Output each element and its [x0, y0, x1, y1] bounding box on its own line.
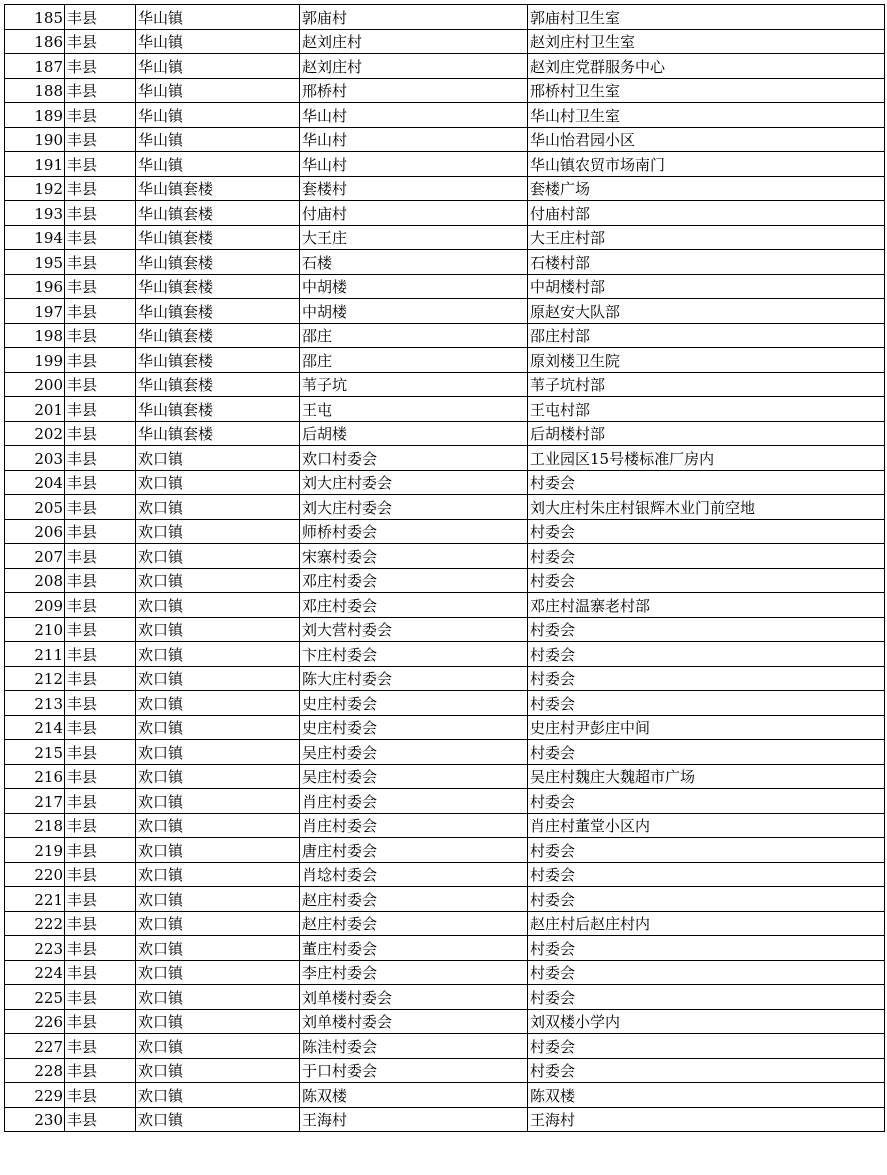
table-row [5, 936, 885, 961]
town-cell: 欢口镇 [136, 1009, 300, 1034]
town-cell: 华山镇套楼 [136, 201, 300, 226]
table-row [5, 274, 885, 299]
row-number-cell: 188 [5, 78, 65, 103]
site-cell: 村委会 [528, 838, 885, 863]
village-cell: 李庄村委会 [300, 960, 528, 985]
county-cell: 丰县 [65, 715, 136, 740]
town-cell: 欢口镇 [136, 446, 300, 471]
row-number-cell: 229 [5, 1083, 65, 1108]
table-row [5, 225, 885, 250]
table-row [5, 960, 885, 985]
table-row [5, 1107, 885, 1132]
row-number-cell: 202 [5, 421, 65, 446]
county-cell: 丰县 [65, 691, 136, 716]
county-cell: 丰县 [65, 29, 136, 54]
table-row [5, 372, 885, 397]
table-row [5, 593, 885, 618]
village-cell: 赵庄村委会 [300, 887, 528, 912]
village-cell: 大王庄 [300, 225, 528, 250]
site-cell: 邢桥村卫生室 [528, 78, 885, 103]
town-cell: 华山镇套楼 [136, 421, 300, 446]
table-row [5, 495, 885, 520]
village-cell: 中胡楼 [300, 299, 528, 324]
row-number-cell: 225 [5, 985, 65, 1010]
county-cell: 丰县 [65, 911, 136, 936]
table-row [5, 1009, 885, 1034]
row-number-cell: 199 [5, 348, 65, 373]
town-cell: 华山镇 [136, 54, 300, 79]
town-cell: 欢口镇 [136, 789, 300, 814]
table-row [5, 421, 885, 446]
village-cell: 后胡楼 [300, 421, 528, 446]
county-cell: 丰县 [65, 593, 136, 618]
village-cell: 华山村 [300, 152, 528, 177]
site-cell: 村委会 [528, 936, 885, 961]
village-cell: 中胡楼 [300, 274, 528, 299]
town-cell: 华山镇套楼 [136, 250, 300, 275]
county-cell: 丰县 [65, 1058, 136, 1083]
town-cell: 欢口镇 [136, 960, 300, 985]
town-cell: 欢口镇 [136, 1058, 300, 1083]
village-cell: 陈大庄村委会 [300, 666, 528, 691]
village-cell: 刘大营村委会 [300, 617, 528, 642]
site-cell: 刘大庄村朱庄村银辉木业门前空地 [528, 495, 885, 520]
town-cell: 欢口镇 [136, 544, 300, 569]
site-cell: 原赵安大队部 [528, 299, 885, 324]
town-cell: 欢口镇 [136, 495, 300, 520]
table-row [5, 5, 885, 30]
table-row [5, 642, 885, 667]
row-number-cell: 204 [5, 470, 65, 495]
town-cell: 欢口镇 [136, 838, 300, 863]
table-row [5, 1034, 885, 1059]
table-row [5, 617, 885, 642]
county-cell: 丰县 [65, 544, 136, 569]
table-row [5, 985, 885, 1010]
village-cell: 吴庄村委会 [300, 764, 528, 789]
table-row [5, 813, 885, 838]
site-cell: 赵刘庄党群服务中心 [528, 54, 885, 79]
county-cell: 丰县 [65, 446, 136, 471]
table-row [5, 299, 885, 324]
county-cell: 丰县 [65, 1107, 136, 1132]
site-cell: 村委会 [528, 519, 885, 544]
site-cell: 村委会 [528, 789, 885, 814]
county-cell: 丰县 [65, 421, 136, 446]
village-cell: 欢口村委会 [300, 446, 528, 471]
site-cell: 村委会 [528, 1034, 885, 1059]
table-row [5, 1058, 885, 1083]
village-cell: 肖埝村委会 [300, 862, 528, 887]
village-cell: 赵刘庄村 [300, 29, 528, 54]
county-cell: 丰县 [65, 348, 136, 373]
site-cell: 村委会 [528, 740, 885, 765]
town-cell: 华山镇套楼 [136, 348, 300, 373]
site-cell: 华山村卫生室 [528, 103, 885, 128]
site-cell: 石楼村部 [528, 250, 885, 275]
village-cell: 华山村 [300, 127, 528, 152]
site-cell: 后胡楼村部 [528, 421, 885, 446]
table-row [5, 348, 885, 373]
site-cell: 村委会 [528, 960, 885, 985]
table-row [5, 789, 885, 814]
row-number-cell: 210 [5, 617, 65, 642]
village-cell: 王海村 [300, 1107, 528, 1132]
site-cell: 吴庄村魏庄大魏超市广场 [528, 764, 885, 789]
row-number-cell: 200 [5, 372, 65, 397]
county-cell: 丰县 [65, 250, 136, 275]
county-cell: 丰县 [65, 225, 136, 250]
county-cell: 丰县 [65, 152, 136, 177]
town-cell: 欢口镇 [136, 862, 300, 887]
row-number-cell: 185 [5, 5, 65, 30]
town-cell: 欢口镇 [136, 887, 300, 912]
village-cell: 邵庄 [300, 348, 528, 373]
row-number-cell: 198 [5, 323, 65, 348]
site-cell: 华山镇农贸市场南门 [528, 152, 885, 177]
town-cell: 华山镇 [136, 5, 300, 30]
row-number-cell: 208 [5, 568, 65, 593]
table-row [5, 397, 885, 422]
town-cell: 欢口镇 [136, 715, 300, 740]
town-cell: 欢口镇 [136, 1034, 300, 1059]
row-number-cell: 194 [5, 225, 65, 250]
site-cell: 工业园区15号楼标准厂房内 [528, 446, 885, 471]
town-cell: 欢口镇 [136, 519, 300, 544]
village-cell: 唐庄村委会 [300, 838, 528, 863]
row-number-cell: 223 [5, 936, 65, 961]
row-number-cell: 212 [5, 666, 65, 691]
row-number-cell: 203 [5, 446, 65, 471]
county-cell: 丰县 [65, 397, 136, 422]
village-cell: 刘大庄村委会 [300, 495, 528, 520]
site-cell: 中胡楼村部 [528, 274, 885, 299]
table-row [5, 887, 885, 912]
site-cell: 赵庄村后赵庄村内 [528, 911, 885, 936]
village-cell: 赵刘庄村 [300, 54, 528, 79]
town-cell: 欢口镇 [136, 911, 300, 936]
village-cell: 邓庄村委会 [300, 593, 528, 618]
town-cell: 欢口镇 [136, 1083, 300, 1108]
county-cell: 丰县 [65, 519, 136, 544]
village-cell: 吴庄村委会 [300, 740, 528, 765]
county-cell: 丰县 [65, 1034, 136, 1059]
village-cell: 王屯 [300, 397, 528, 422]
row-number-cell: 186 [5, 29, 65, 54]
county-cell: 丰县 [65, 495, 136, 520]
town-cell: 欢口镇 [136, 666, 300, 691]
row-number-cell: 215 [5, 740, 65, 765]
site-cell: 王屯村部 [528, 397, 885, 422]
village-cell: 刘大庄村委会 [300, 470, 528, 495]
town-cell: 华山镇 [136, 29, 300, 54]
row-number-cell: 230 [5, 1107, 65, 1132]
town-cell: 华山镇 [136, 78, 300, 103]
site-cell: 王海村 [528, 1107, 885, 1132]
row-number-cell: 205 [5, 495, 65, 520]
county-cell: 丰县 [65, 78, 136, 103]
county-cell: 丰县 [65, 740, 136, 765]
row-number-cell: 201 [5, 397, 65, 422]
table-row [5, 152, 885, 177]
site-cell: 刘双楼小学内 [528, 1009, 885, 1034]
village-cell: 肖庄村委会 [300, 789, 528, 814]
county-cell: 丰县 [65, 887, 136, 912]
row-number-cell: 189 [5, 103, 65, 128]
town-cell: 欢口镇 [136, 617, 300, 642]
row-number-cell: 191 [5, 152, 65, 177]
row-number-cell: 224 [5, 960, 65, 985]
row-number-cell: 206 [5, 519, 65, 544]
site-cell: 郭庙村卫生室 [528, 5, 885, 30]
row-number-cell: 190 [5, 127, 65, 152]
site-cell: 赵刘庄村卫生室 [528, 29, 885, 54]
town-cell: 华山镇套楼 [136, 372, 300, 397]
site-cell: 邓庄村温寨老村部 [528, 593, 885, 618]
county-cell: 丰县 [65, 127, 136, 152]
village-cell: 刘单楼村委会 [300, 1009, 528, 1034]
table-row [5, 176, 885, 201]
site-cell: 村委会 [528, 691, 885, 716]
town-cell: 欢口镇 [136, 470, 300, 495]
county-cell: 丰县 [65, 5, 136, 30]
table-row [5, 103, 885, 128]
row-number-cell: 216 [5, 764, 65, 789]
site-cell: 陈双楼 [528, 1083, 885, 1108]
county-cell: 丰县 [65, 470, 136, 495]
site-cell: 肖庄村董堂小区内 [528, 813, 885, 838]
town-cell: 欢口镇 [136, 642, 300, 667]
village-cell: 肖庄村委会 [300, 813, 528, 838]
county-cell: 丰县 [65, 813, 136, 838]
site-cell: 村委会 [528, 887, 885, 912]
town-cell: 欢口镇 [136, 813, 300, 838]
town-cell: 华山镇 [136, 127, 300, 152]
village-cell: 石楼 [300, 250, 528, 275]
row-number-cell: 197 [5, 299, 65, 324]
site-list-table [4, 4, 885, 1132]
row-number-cell: 227 [5, 1034, 65, 1059]
village-cell: 宋寨村委会 [300, 544, 528, 569]
town-cell: 欢口镇 [136, 593, 300, 618]
town-cell: 华山镇套楼 [136, 299, 300, 324]
county-cell: 丰县 [65, 838, 136, 863]
site-cell: 付庙村部 [528, 201, 885, 226]
row-number-cell: 207 [5, 544, 65, 569]
row-number-cell: 218 [5, 813, 65, 838]
town-cell: 欢口镇 [136, 691, 300, 716]
table-row [5, 446, 885, 471]
table-row [5, 691, 885, 716]
site-cell: 原刘楼卫生院 [528, 348, 885, 373]
town-cell: 欢口镇 [136, 764, 300, 789]
row-number-cell: 214 [5, 715, 65, 740]
county-cell: 丰县 [65, 666, 136, 691]
table-row [5, 740, 885, 765]
site-cell: 村委会 [528, 544, 885, 569]
table-row [5, 519, 885, 544]
row-number-cell: 211 [5, 642, 65, 667]
table-body [5, 5, 885, 1132]
town-cell: 欢口镇 [136, 1107, 300, 1132]
village-cell: 邵庄 [300, 323, 528, 348]
county-cell: 丰县 [65, 274, 136, 299]
county-cell: 丰县 [65, 789, 136, 814]
table-row [5, 470, 885, 495]
town-cell: 欢口镇 [136, 936, 300, 961]
table-row [5, 764, 885, 789]
table-row [5, 54, 885, 79]
table-row [5, 715, 885, 740]
town-cell: 华山镇 [136, 152, 300, 177]
county-cell: 丰县 [65, 617, 136, 642]
town-cell: 华山镇套楼 [136, 176, 300, 201]
row-number-cell: 209 [5, 593, 65, 618]
village-cell: 邓庄村委会 [300, 568, 528, 593]
county-cell: 丰县 [65, 960, 136, 985]
town-cell: 欢口镇 [136, 740, 300, 765]
county-cell: 丰县 [65, 54, 136, 79]
county-cell: 丰县 [65, 103, 136, 128]
town-cell: 欢口镇 [136, 985, 300, 1010]
village-cell: 郭庙村 [300, 5, 528, 30]
site-cell: 大王庄村部 [528, 225, 885, 250]
row-number-cell: 222 [5, 911, 65, 936]
village-cell: 陈洼村委会 [300, 1034, 528, 1059]
village-cell: 赵庄村委会 [300, 911, 528, 936]
village-cell: 刘单楼村委会 [300, 985, 528, 1010]
village-cell: 卞庄村委会 [300, 642, 528, 667]
village-cell: 邢桥村 [300, 78, 528, 103]
county-cell: 丰县 [65, 764, 136, 789]
table-row [5, 78, 885, 103]
town-cell: 欢口镇 [136, 568, 300, 593]
row-number-cell: 228 [5, 1058, 65, 1083]
row-number-cell: 226 [5, 1009, 65, 1034]
county-cell: 丰县 [65, 1083, 136, 1108]
table-row [5, 201, 885, 226]
site-cell: 村委会 [528, 642, 885, 667]
site-cell: 邵庄村部 [528, 323, 885, 348]
row-number-cell: 192 [5, 176, 65, 201]
county-cell: 丰县 [65, 862, 136, 887]
site-cell: 苇子坑村部 [528, 372, 885, 397]
county-cell: 丰县 [65, 936, 136, 961]
site-cell: 村委会 [528, 985, 885, 1010]
village-cell: 陈双楼 [300, 1083, 528, 1108]
county-cell: 丰县 [65, 642, 136, 667]
site-cell: 村委会 [528, 666, 885, 691]
county-cell: 丰县 [65, 985, 136, 1010]
row-number-cell: 213 [5, 691, 65, 716]
table-row [5, 568, 885, 593]
county-cell: 丰县 [65, 1009, 136, 1034]
row-number-cell: 221 [5, 887, 65, 912]
row-number-cell: 220 [5, 862, 65, 887]
village-cell: 付庙村 [300, 201, 528, 226]
village-cell: 董庄村委会 [300, 936, 528, 961]
village-cell: 华山村 [300, 103, 528, 128]
table-row [5, 666, 885, 691]
site-cell: 村委会 [528, 1058, 885, 1083]
county-cell: 丰县 [65, 323, 136, 348]
county-cell: 丰县 [65, 299, 136, 324]
table-row [5, 323, 885, 348]
town-cell: 华山镇套楼 [136, 225, 300, 250]
row-number-cell: 195 [5, 250, 65, 275]
site-cell: 华山怡君园小区 [528, 127, 885, 152]
row-number-cell: 187 [5, 54, 65, 79]
table-row [5, 544, 885, 569]
village-cell: 史庄村委会 [300, 715, 528, 740]
table-row [5, 862, 885, 887]
row-number-cell: 219 [5, 838, 65, 863]
village-cell: 苇子坑 [300, 372, 528, 397]
county-cell: 丰县 [65, 176, 136, 201]
site-cell: 村委会 [528, 617, 885, 642]
site-cell: 套楼广场 [528, 176, 885, 201]
town-cell: 华山镇套楼 [136, 274, 300, 299]
table-row [5, 127, 885, 152]
row-number-cell: 193 [5, 201, 65, 226]
county-cell: 丰县 [65, 201, 136, 226]
village-cell: 套楼村 [300, 176, 528, 201]
county-cell: 丰县 [65, 568, 136, 593]
site-cell: 史庄村尹彭庄中间 [528, 715, 885, 740]
table-row [5, 250, 885, 275]
row-number-cell: 217 [5, 789, 65, 814]
table-row [5, 29, 885, 54]
town-cell: 华山镇 [136, 103, 300, 128]
site-cell: 村委会 [528, 862, 885, 887]
site-cell: 村委会 [528, 470, 885, 495]
village-cell: 师桥村委会 [300, 519, 528, 544]
village-cell: 于口村委会 [300, 1058, 528, 1083]
row-number-cell: 196 [5, 274, 65, 299]
table-row [5, 838, 885, 863]
village-cell: 史庄村委会 [300, 691, 528, 716]
table-row [5, 911, 885, 936]
county-cell: 丰县 [65, 372, 136, 397]
table-row [5, 1083, 885, 1108]
town-cell: 华山镇套楼 [136, 323, 300, 348]
town-cell: 华山镇套楼 [136, 397, 300, 422]
site-cell: 村委会 [528, 568, 885, 593]
